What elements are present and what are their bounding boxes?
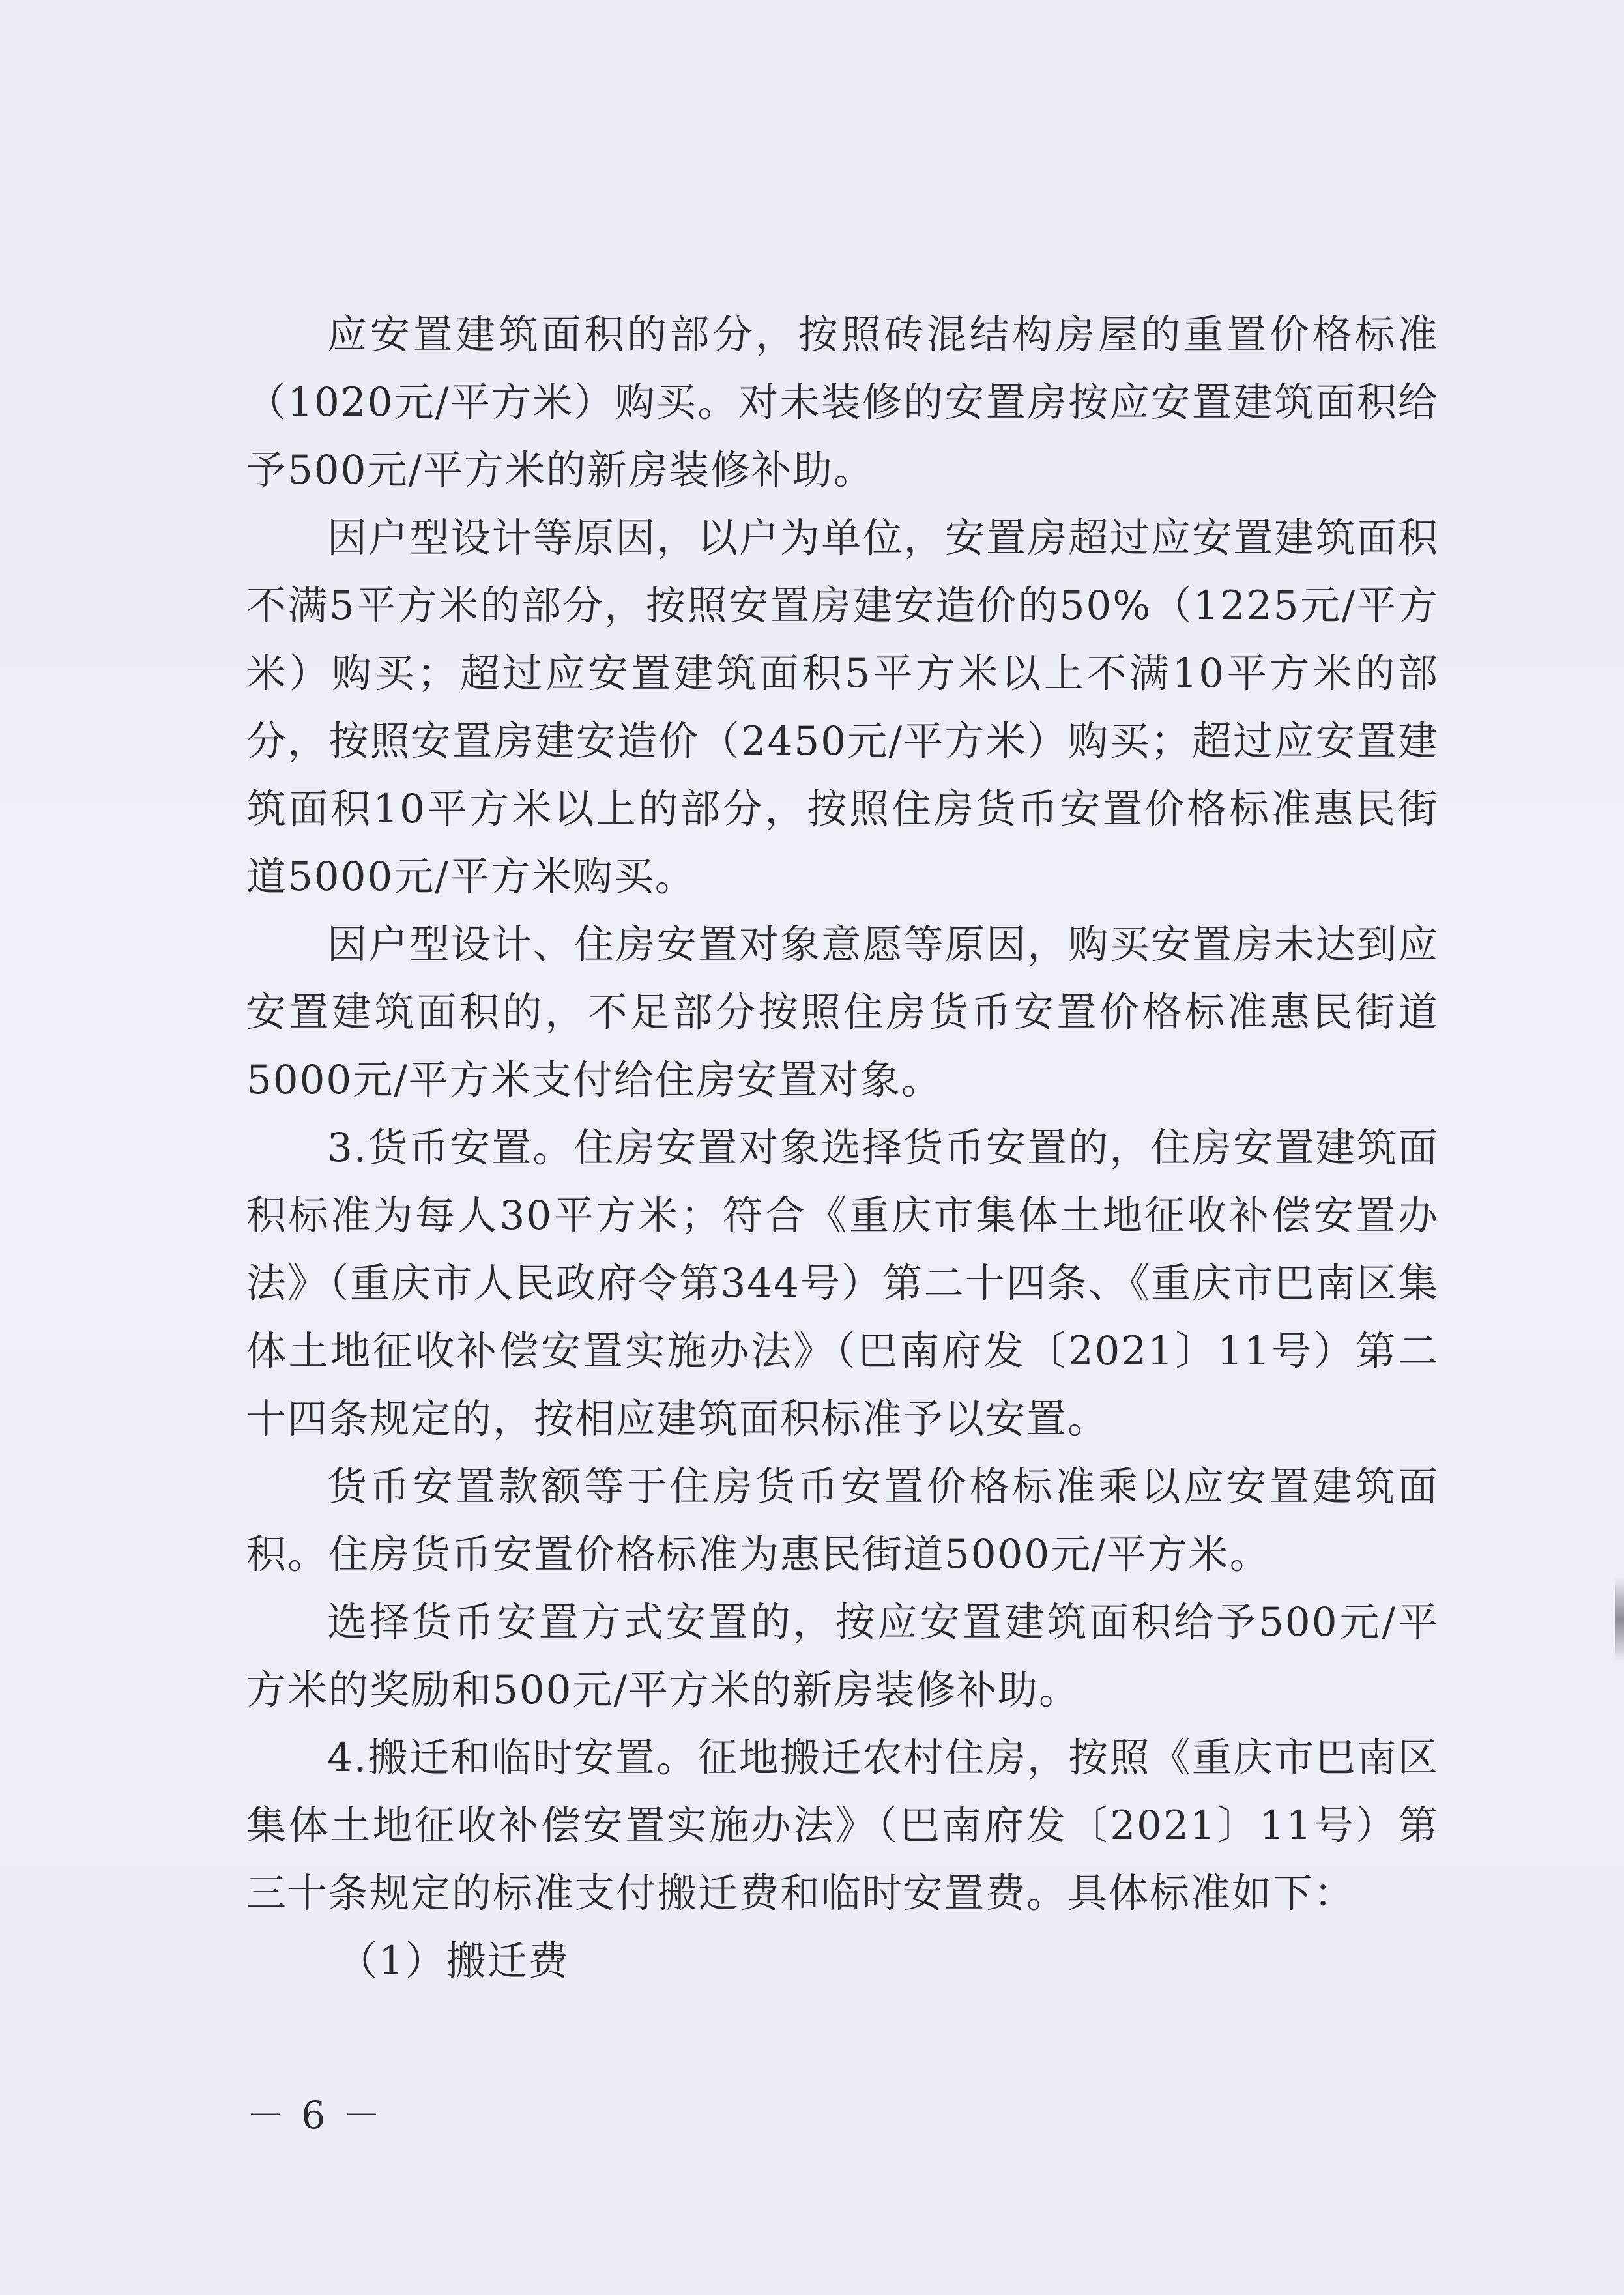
paragraph-monetary-reward: 选择货币安置方式安置的，按应安置建筑面积给予500元/平方米的奖励和500元/平方米的新房装修补助。: [246, 1599, 1439, 1713]
paragraph-relocation-temporary: 4.搬迁和临时安置。征地搬迁农村住房，按照《重庆市巴南区集体土地征收补偿安置实施办法》（巴南府发〔2021〕11号）第三十条规定的标准支付搬迁费和临时安置费。具体标准如下：: [246, 1735, 1439, 1916]
paragraph-relocation-fee-heading: （1）搬迁费: [338, 1938, 570, 1984]
page-number: － 6 －: [246, 2093, 383, 2137]
paragraph-excess-area-purchase: 因户型设计等原因，以户为单位，安置房超过应安置建筑面积不满5平方米的部分，按照安置房建安造价的50%（1225元/平方米）购买；超过应安置建筑面积5平方米以上不满10平方米的部分，按照安置房建安造价（2450元/平方米）购买；超过应安置建筑面积10平方米以上的部分，按照住房货币安置价格标准惠民街道5000元/平方米购买。: [246, 515, 1439, 900]
paragraph-monetary-amount: 货币安置款额等于住房货币安置价格标准乘以应安置建筑面积。住房货币安置价格标准为惠民街道5000元/平方米。: [246, 1464, 1439, 1578]
paragraph-shortfall-payment: 因户型设计、住房安置对象意愿等原因，购买安置房未达到应安置建筑面积的，不足部分按照住房货币安置价格标准惠民街道5000元/平方米支付给住房安置对象。: [246, 921, 1439, 1103]
document-body: [246, 301, 1439, 1995]
paragraph-monetary-resettlement: 3.货币安置。住房安置对象选择货币安置的，住房安置建筑面积标准为每人30平方米；符合《重庆市集体土地征收补偿安置办法》（重庆市人民政府令第344号）第二十四条、《重庆市巴南区集体土地征收补偿安置实施办法》（巴南府发〔2021〕11号）第二十四条规定的，按相应建筑面积标准予以安置。: [246, 1125, 1439, 1442]
scan-edge-mark: [1615, 1577, 1624, 1662]
paragraph-resettlement-purchase: 应安置建筑面积的部分，按照砖混结构房屋的重置价格标准（1020元/平方米）购买。对未装修的安置房按应安置建筑面积给予500元/平方米的新房装修补助。: [246, 311, 1439, 493]
